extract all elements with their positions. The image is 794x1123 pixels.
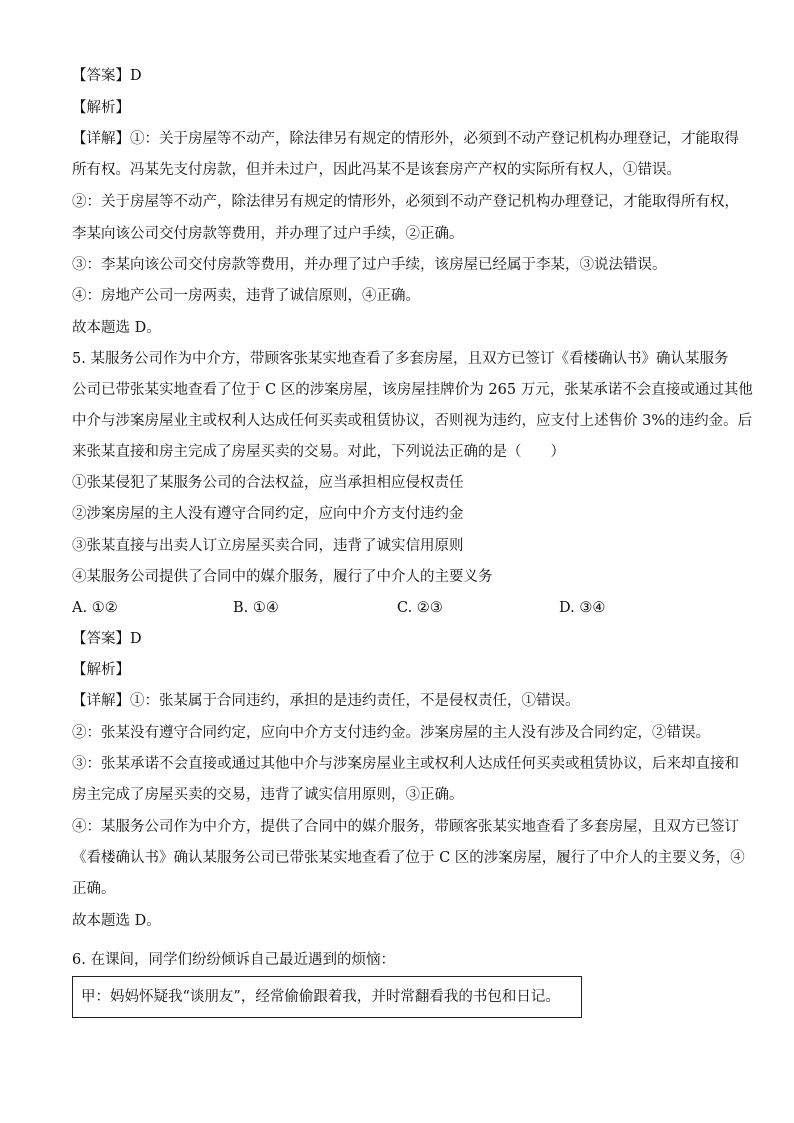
- q6-stem: 6. 在课间，同学们纷纷倾诉自己最近遇到的烦恼：: [72, 952, 395, 968]
- q4-detail-1a: 【详解】①：关于房屋等不动产，除法律另有规定的情形外，必须到不动产登记机构办理登记，才能取得: [72, 131, 739, 147]
- q5-detail-2: ②：张某没有遵守合同约定，应向中介方支付违约金。涉案房屋的主人没有涉及合同约定，②错误。: [72, 725, 710, 741]
- q5-item-3: ③张某直接与出卖人订立房屋买卖合同，违背了诚实信用原则: [72, 538, 464, 554]
- q5-detail-4a: ④：某服务公司作为中介方，提供了合同中的媒介服务，带顾客张某实地查看了多套房屋，且双方已签订: [72, 819, 739, 835]
- q5-item-1: ①张某侵犯了某服务公司的合法权益，应当承担相应侵权责任: [72, 475, 464, 491]
- q4-detail-1b: 所有权。冯某先支付房款，但并未过户，因此冯某不是该套房产产权的实际所有权人，①错误。: [72, 162, 681, 178]
- q5-option-a: A. ①②: [72, 600, 118, 616]
- q5-option-d: D. ③④: [559, 600, 606, 616]
- q4-detail-4: ④：房地产公司一房两卖，违背了诚信原则，④正确。: [72, 288, 420, 304]
- q5-option-c: C. ②③: [397, 600, 443, 616]
- q5-item-2: ②涉案房屋的主人没有遵守合同约定，应向中介方支付违约金: [72, 506, 464, 522]
- q5-detail-3b: 房主完成了房屋买卖的交易，违背了诚实信用原则，③正确。: [72, 787, 464, 803]
- q5-option-b: B. ①④: [233, 600, 279, 616]
- q4-answer: 【答案】D: [72, 68, 142, 84]
- q4-conclusion: 故本题选 D。: [72, 320, 161, 336]
- q5-stem-2: 公司已带张某实地查看了位于 C 区的涉案房屋，该房屋挂牌价为 265 万元，张某承诺不会直接或通过其他: [72, 382, 753, 398]
- q6-quote-text: 甲：妈妈怀疑我“谈朋友”，经常偷偷跟着我，并时常翻看我的书包和日记。: [81, 989, 560, 1005]
- q5-detail-3a: ③：张某承诺不会直接或通过其他中介与涉案房屋业主或权利人达成任何买卖或租赁协议，后来却直接和: [72, 756, 739, 772]
- q5-item-4: ④某服务公司提供了合同中的媒介服务，履行了中介人的主要义务: [72, 569, 493, 585]
- q5-detail-1: 【详解】①：张某属于合同违约，承担的是违约责任，不是侵权责任，①错误。: [72, 693, 580, 709]
- q4-analysis-label: 【解析】: [72, 100, 130, 116]
- q5-detail-4c: 正确。: [72, 881, 116, 897]
- q4-detail-2b: 李某向该公司交付房款等费用，并办理了过户手续，②正确。: [72, 226, 464, 242]
- q5-stem-1: 5. 某服务公司作为中介方，带顾客张某实地查看了多套房屋，且双方已签订《看楼确认书》确认某服务: [72, 351, 729, 367]
- q5-detail-4b: 《看楼确认书》确认某服务公司已带张某实地查看了位于 C 区的涉案房屋，履行了中介人的主要义务，④: [72, 850, 745, 866]
- q4-detail-3: ③：李某向该公司交付房款等费用，并办理了过户手续，该房屋已经属于李某，③说法错误。: [72, 257, 667, 273]
- q5-conclusion: 故本题选 D。: [72, 913, 161, 929]
- q5-analysis-label: 【解析】: [72, 662, 130, 678]
- q5-stem-4: 来张某直接和房主完成了房屋买卖的交易。对此，下列说法正确的是（ ）: [72, 444, 565, 460]
- q4-detail-2a: ②：关于房屋等不动产，除法律另有规定的情形外，必须到不动产登记机构办理登记，才能取得所有权，: [72, 194, 739, 210]
- q5-stem-3: 中介与涉案房屋业主或权利人达成任何买卖或租赁协议，否则视为违约，应支付上述售价 3%的违约金。后: [72, 413, 753, 429]
- q5-answer: 【答案】D: [72, 631, 142, 647]
- q6-quote-box: [72, 976, 582, 1018]
